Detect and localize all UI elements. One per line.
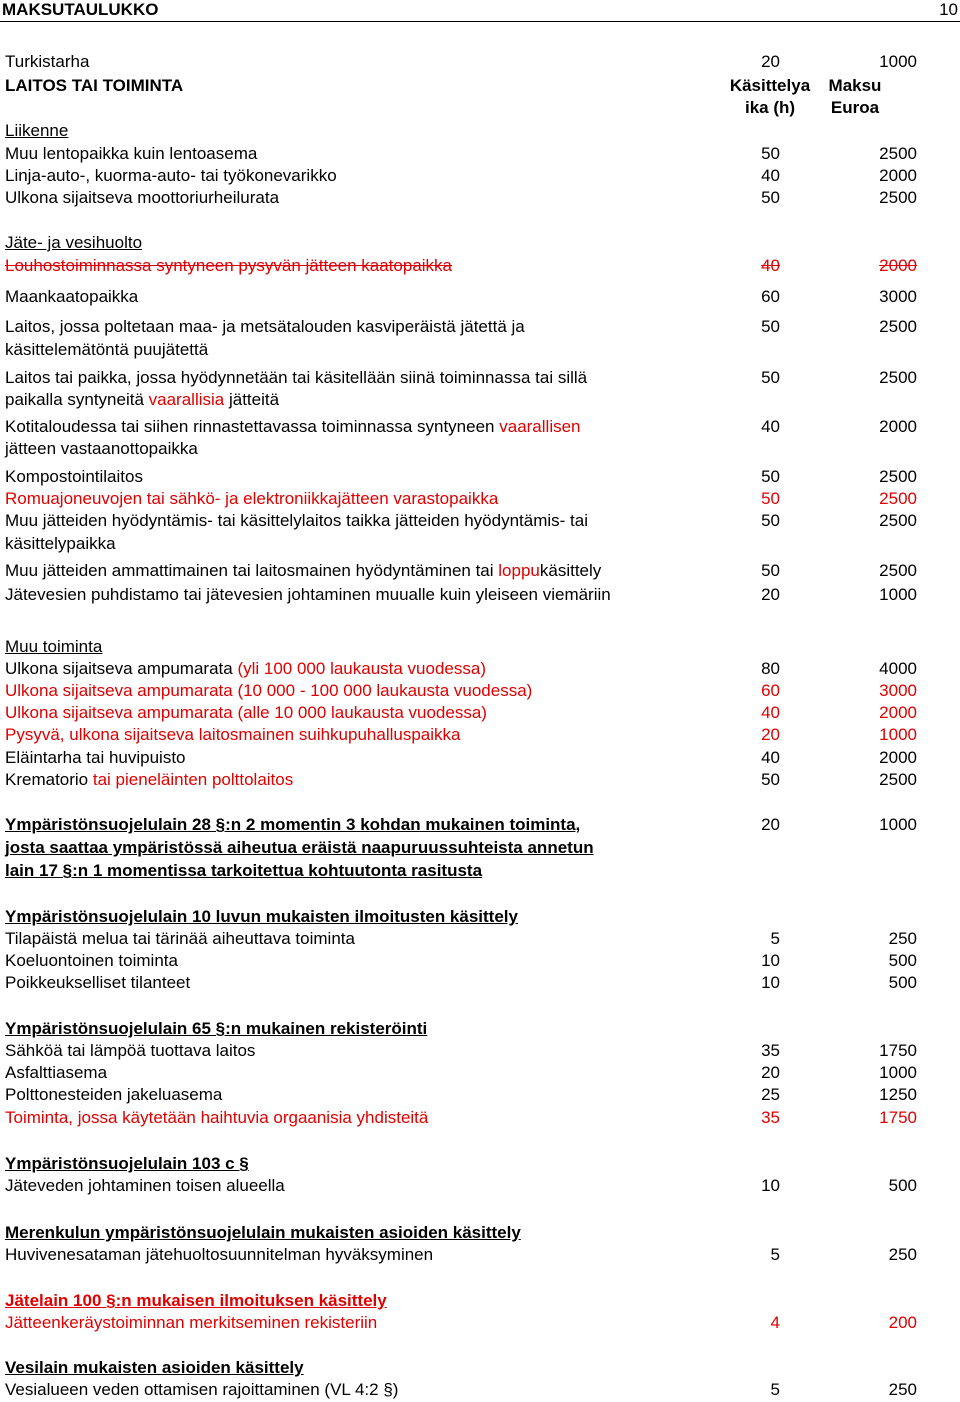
description-fragment: käsittely xyxy=(539,561,602,580)
fee-euros: 2500 xyxy=(879,368,917,387)
table-row xyxy=(0,232,960,254)
processing-hours: 40 xyxy=(761,703,780,722)
fee-euros: 2500 xyxy=(879,188,917,207)
processing-hours: 50 xyxy=(761,144,780,163)
description-fragment: loppu xyxy=(498,561,540,580)
fee-euros: 2500 xyxy=(879,467,917,486)
description-fragment: vaarallisen xyxy=(499,417,581,436)
fee-euros: 3000 xyxy=(879,681,917,700)
table-row xyxy=(0,1312,960,1334)
activity-description: josta saattaa ympäristössä aiheutua eräistä naapuruussuhteista annetun xyxy=(5,838,594,857)
activity-description: Ulkona sijaitseva ampumarata (alle 10 000 laukausta vuodessa) xyxy=(5,703,487,722)
processing-hours: 4 xyxy=(770,1313,780,1332)
processing-hours: 80 xyxy=(761,659,780,678)
table-row xyxy=(0,187,960,209)
processing-hours: 20 xyxy=(761,585,780,604)
fee-euros: 1750 xyxy=(879,1041,917,1060)
activity-description: jätteen vastaanottopaikka xyxy=(5,439,198,458)
processing-hours: 40 xyxy=(761,166,780,185)
fee-euros: 500 xyxy=(888,973,917,992)
table-row xyxy=(0,1357,960,1379)
processing-hours: 50 xyxy=(761,489,780,508)
activity-description: Huvivenesataman jätehuoltosuunnitelman hyväksyminen xyxy=(5,1245,434,1264)
processing-hours: 50 xyxy=(761,467,780,486)
activity-description: Laitos, jossa poltetaan maa- ja metsätalouden kasviperäistä jätettä ja xyxy=(5,317,525,336)
table-row xyxy=(0,1018,960,1040)
fee-euros: 3000 xyxy=(879,287,917,306)
table-row xyxy=(0,1175,960,1197)
activity-description: Jätteenkeräystoiminnan merkitseminen rekisteriin xyxy=(5,1313,378,1332)
processing-hours: 60 xyxy=(761,681,780,700)
table-row xyxy=(0,906,960,928)
fee-euros: 1000 xyxy=(879,1063,917,1082)
table-row xyxy=(0,658,960,680)
activity-description: Asfalttiasema xyxy=(5,1063,108,1082)
table-row xyxy=(0,860,960,882)
activity-description: käsittelypaikka xyxy=(5,534,116,553)
fee-euros: 250 xyxy=(888,1245,917,1264)
activity-description: Sähköä tai lämpöä tuottava laitos xyxy=(5,1041,256,1060)
processing-hours: 50 xyxy=(761,561,780,580)
fee-euros: 2000 xyxy=(879,166,917,185)
activity-description: Poikkeukselliset tilanteet xyxy=(5,973,191,992)
processing-hours: 40 xyxy=(761,256,780,275)
activity-description: käsittelemätöntä puujätettä xyxy=(5,340,209,359)
processing-hours: 20 xyxy=(761,725,780,744)
description-fragment: tai pieneläinten polttolaitos xyxy=(92,770,294,789)
table-row xyxy=(0,488,960,510)
table-row xyxy=(0,636,960,658)
fee-euros: 2500 xyxy=(879,770,917,789)
table-row xyxy=(0,1107,960,1129)
fee-euros: 2500 xyxy=(879,561,917,580)
processing-hours: 50 xyxy=(761,511,780,530)
table-row xyxy=(0,438,960,460)
activity-description: Romuajoneuvojen tai sähkö- ja elektroniikkajätteen varastopaikka xyxy=(5,489,499,508)
activity-description: Ympäristönsuojelulain 103 c § xyxy=(5,1154,249,1173)
table-row xyxy=(0,466,960,488)
fee-euros: 500 xyxy=(888,1176,917,1195)
processing-hours: 50 xyxy=(761,317,780,336)
table-row xyxy=(0,1084,960,1106)
fee-euros: 500 xyxy=(888,951,917,970)
table-row xyxy=(0,724,960,746)
table-row xyxy=(0,339,960,361)
processing-hours: 35 xyxy=(761,1108,780,1127)
activity-description: lain 17 §:n 1 momentissa tarkoitettua kohtuutonta rasitusta xyxy=(5,861,483,880)
processing-hours: 5 xyxy=(770,1380,780,1399)
table-row xyxy=(0,316,960,338)
table-row xyxy=(0,680,960,702)
fee-euros: 200 xyxy=(888,1313,917,1332)
activity-description: Tilapäistä melua tai tärinää aiheuttava toiminta xyxy=(5,929,355,948)
processing-hours: 50 xyxy=(761,368,780,387)
municipality-label: Turkistarha xyxy=(5,52,90,71)
fee-euros: 2000 xyxy=(879,703,917,722)
municipality-hours: 20 xyxy=(761,52,780,71)
activity-description: Muu toiminta xyxy=(5,637,103,656)
activity-description: Louhostoiminnassa syntyneen pysyvän jätteen kaatopaikka xyxy=(5,256,453,275)
hours-column-header xyxy=(720,75,820,119)
processing-hours: 50 xyxy=(761,770,780,789)
fee-euros: 2500 xyxy=(879,317,917,336)
fee-euros: 2500 xyxy=(879,511,917,530)
activity-description: Maankaatopaikka xyxy=(5,287,139,306)
processing-hours: 40 xyxy=(761,748,780,767)
table-row xyxy=(0,837,960,859)
table-row xyxy=(0,769,960,791)
fee-euros: 2000 xyxy=(879,748,917,767)
table-row xyxy=(0,584,960,606)
description-fragment: jätteitä xyxy=(224,390,280,409)
fee-euros: 250 xyxy=(888,1380,917,1399)
processing-hours: 40 xyxy=(761,417,780,436)
processing-hours: 60 xyxy=(761,287,780,306)
page-header xyxy=(0,0,960,22)
table-row xyxy=(0,1290,960,1312)
table-row xyxy=(0,1062,960,1084)
processing-hours: 35 xyxy=(761,1041,780,1060)
activity-description: Merenkulun ympäristönsuojelulain mukaisten asioiden käsittely xyxy=(5,1223,521,1242)
activity-description: Ympäristönsuojelulain 65 §:n mukainen rekisteröinti xyxy=(5,1019,428,1038)
activity-description: Vesialueen veden ottamisen rajoittaminen (VL 4:2 §) xyxy=(5,1380,399,1399)
fee-euros: 1000 xyxy=(879,815,917,834)
fee-header-line-2: Euroa xyxy=(830,98,880,117)
table-row xyxy=(0,367,960,389)
fee-euros: 1000 xyxy=(879,585,917,604)
table-row xyxy=(0,533,960,555)
fee-column-header xyxy=(815,75,895,119)
activity-description: Eläintarha tai huvipuisto xyxy=(5,748,186,767)
activity-description xyxy=(5,389,279,411)
processing-hours: 10 xyxy=(761,973,780,992)
table-row xyxy=(0,972,960,994)
activity-description: Koeluontoinen toiminta xyxy=(5,951,178,970)
processing-hours: 50 xyxy=(761,188,780,207)
activity-description: Muu lentopaikka kuin lentoasema xyxy=(5,144,258,163)
processing-hours: 5 xyxy=(770,1245,780,1264)
fee-euros: 4000 xyxy=(879,659,917,678)
municipality-fee: 1000 xyxy=(879,52,917,71)
fee-header-line-1: Maksu xyxy=(828,76,882,95)
activity-description: Jäteveden johtaminen toisen alueella xyxy=(5,1176,285,1195)
hours-header-line-1: Käsittelya xyxy=(729,76,811,95)
table-row xyxy=(0,814,960,836)
description-fragment: Muu jätteiden ammattimainen tai laitosmainen hyödyntäminen tai xyxy=(5,561,499,580)
processing-hours: 20 xyxy=(761,1063,780,1082)
fee-euros: 2000 xyxy=(879,417,917,436)
description-fragment: (yli 100 000 laukausta vuodessa) xyxy=(237,659,486,678)
description-fragment: Krematorio xyxy=(5,770,93,789)
activity-description: Jätelain 100 §:n mukaisen ilmoituksen käsittely xyxy=(5,1291,387,1310)
activity-description: Ulkona sijaitseva ampumarata (10 000 - 100 000 laukausta vuodessa) xyxy=(5,681,533,700)
table-row xyxy=(0,1040,960,1062)
processing-hours: 5 xyxy=(770,929,780,948)
processing-hours: 10 xyxy=(761,1176,780,1195)
table-row xyxy=(0,1222,960,1244)
processing-hours: 10 xyxy=(761,951,780,970)
activity-description: Polttonesteiden jakeluasema xyxy=(5,1085,223,1104)
activity-description: Pysyvä, ulkona sijaitseva laitosmainen suihkupuhalluspaikka xyxy=(5,725,461,744)
table-row xyxy=(0,560,960,582)
table-row xyxy=(0,416,960,438)
table-row xyxy=(0,165,960,187)
fee-euros: 2500 xyxy=(879,489,917,508)
activity-description: Ympäristönsuojelulain 10 luvun mukaisten ilmoitusten käsittely xyxy=(5,907,518,926)
activity-description: Kompostointilaitos xyxy=(5,467,143,486)
activity-description: Linja-auto-, kuorma-auto- tai työkonevarikko xyxy=(5,166,337,185)
fee-euros: 1000 xyxy=(879,725,917,744)
table-row xyxy=(0,928,960,950)
table-row xyxy=(0,950,960,972)
fee-euros: 2500 xyxy=(879,144,917,163)
fee-euros: 250 xyxy=(888,929,917,948)
activity-description: Muu jätteiden hyödyntämis- tai käsittelylaitos taikka jätteiden hyödyntämis- tai xyxy=(5,511,589,530)
activity-description: Vesilain mukaisten asioiden käsittely xyxy=(5,1358,304,1377)
table-row xyxy=(0,389,960,411)
table-row xyxy=(0,286,960,308)
table-row xyxy=(0,510,960,532)
table-row xyxy=(0,1244,960,1266)
page-title: MAKSUTAULUKKO xyxy=(2,0,159,19)
activity-description: Toiminta, jossa käytetään haihtuvia orgaanisia yhdisteitä xyxy=(5,1108,429,1127)
fee-euros: 1250 xyxy=(879,1085,917,1104)
processing-hours: 25 xyxy=(761,1085,780,1104)
table-row xyxy=(0,1153,960,1175)
fee-euros: 1750 xyxy=(879,1108,917,1127)
table-row xyxy=(0,1379,960,1401)
activity-description: Liikenne xyxy=(5,121,69,140)
activity-description: Laitos tai paikka, jossa hyödynnetään tai käsitellään siinä toiminnassa tai sillä xyxy=(5,368,588,387)
page-number: 10 xyxy=(939,0,958,19)
table-row xyxy=(0,702,960,724)
fee-euros: 2000 xyxy=(879,256,917,275)
table-row-municipality xyxy=(0,51,960,73)
activity-column-header: LAITOS TAI TOIMINTA xyxy=(5,76,184,95)
table-row xyxy=(0,747,960,769)
description-fragment: Ulkona sijaitseva ampumarata xyxy=(5,659,238,678)
table-row xyxy=(0,120,960,142)
activity-description: Ulkona sijaitseva moottoriurheilurata xyxy=(5,188,280,207)
description-fragment: Kotitaloudessa tai siihen rinnastettavassa toiminnassa syntyneen xyxy=(5,417,500,436)
description-fragment: vaarallisia xyxy=(148,390,225,409)
hours-header-line-2: ika (h) xyxy=(744,98,796,117)
description-fragment: paikalla syntyneitä xyxy=(5,390,149,409)
activity-description: Jäte- ja vesihuolto xyxy=(5,233,143,252)
table-row xyxy=(0,143,960,165)
table-row xyxy=(0,255,960,277)
processing-hours: 20 xyxy=(761,815,780,834)
activity-description: Jätevesien puhdistamo tai jätevesien johtaminen muualle kuin yleiseen viemäriin xyxy=(5,585,611,604)
activity-description: Ympäristönsuojelulain 28 §:n 2 momentin 3 kohdan mukainen toiminta, xyxy=(5,815,581,834)
